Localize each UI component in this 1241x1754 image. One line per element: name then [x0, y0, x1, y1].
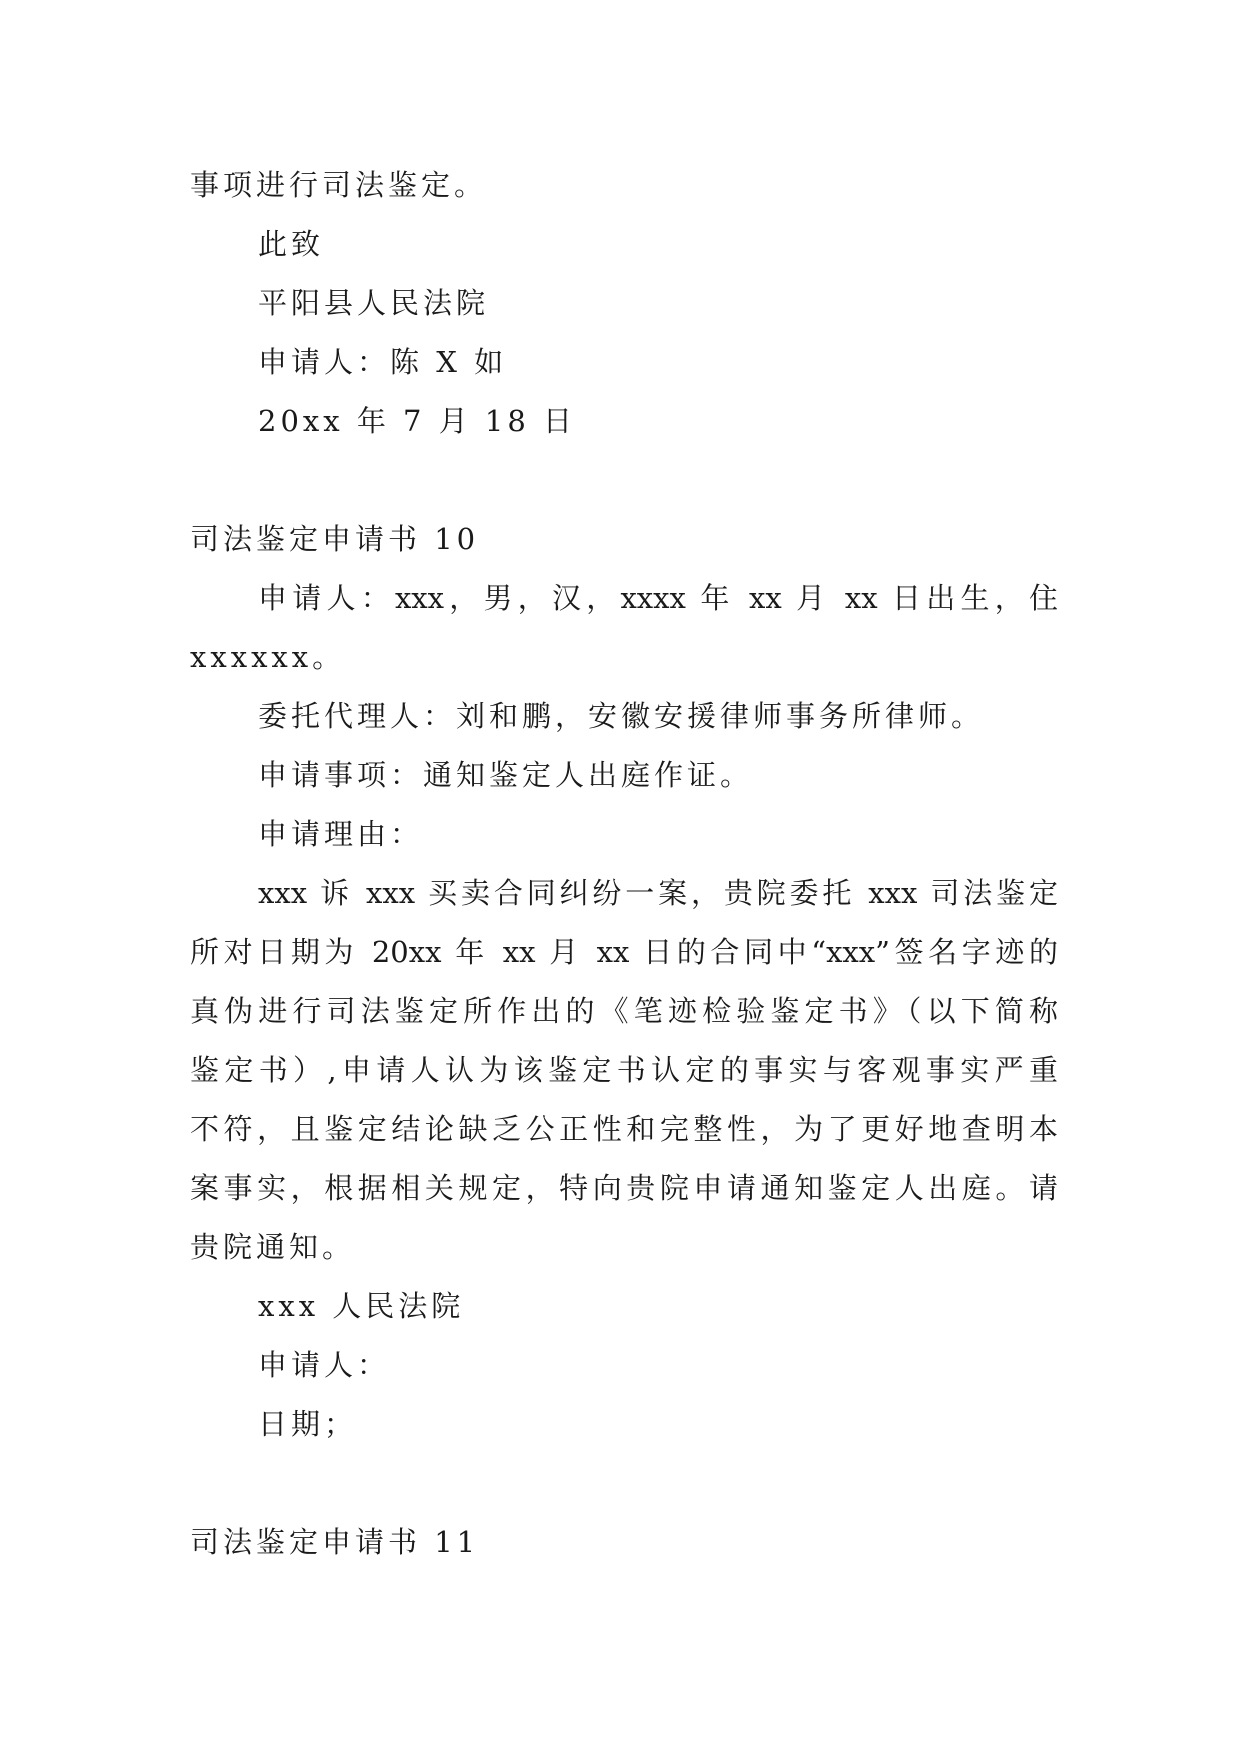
agent-line: 委托代理人：刘和鹏，安徽安援律师事务所律师。: [258, 699, 985, 733]
reason-text-line: 贵院通知。: [190, 1230, 356, 1264]
reason-text-line: 鉴定书）,申请人认为该鉴定书认定的事实与客观事实严重: [190, 1053, 1058, 1087]
reason-text-line: 案事实，根据相关规定，特向贵院申请通知鉴定人出庭。请: [190, 1171, 1058, 1205]
reason-text-line: 不符，且鉴定结论缺乏公正性和完整性，为了更好地查明本: [190, 1112, 1058, 1146]
matter-line: 申请事项：通知鉴定人出庭作证。: [258, 758, 754, 792]
applicant-info-line-1: 申请人：xxx，男，汉，xxxx 年 xx 月 xx 日出生，住: [258, 581, 1058, 615]
reason-text-line: xxx 诉 xxx 买卖合同纠纷一案，贵院委托 xxx 司法鉴定: [258, 876, 1058, 910]
applicant-signature: 申请人：: [258, 1348, 391, 1382]
addressee-court: 平阳县人民法院: [258, 286, 490, 320]
application-date: 20xx 年 7 月 18 日: [258, 404, 577, 438]
addressee-court: xxx 人民法院: [258, 1289, 465, 1323]
salutation: 此致: [258, 227, 325, 261]
section-heading-11: 司法鉴定申请书 11: [190, 1525, 480, 1559]
applicant-signature: 申请人：陈 X 如: [258, 345, 508, 379]
reason-label: 申请理由：: [258, 817, 424, 851]
reason-text-line: 所对日期为 20xx 年 xx 月 xx 日的合同中“xxx”签名字迹的: [190, 935, 1058, 969]
date-label: 日期；: [258, 1407, 358, 1441]
previous-section-tail-line: 事项进行司法鉴定。: [190, 168, 488, 202]
section-heading-10: 司法鉴定申请书 10: [190, 522, 480, 556]
reason-text-line: 真伪进行司法鉴定所作出的《笔迹检验鉴定书》（以下简称: [190, 994, 1058, 1028]
applicant-info-line-2: xxxxxx。: [190, 640, 346, 674]
